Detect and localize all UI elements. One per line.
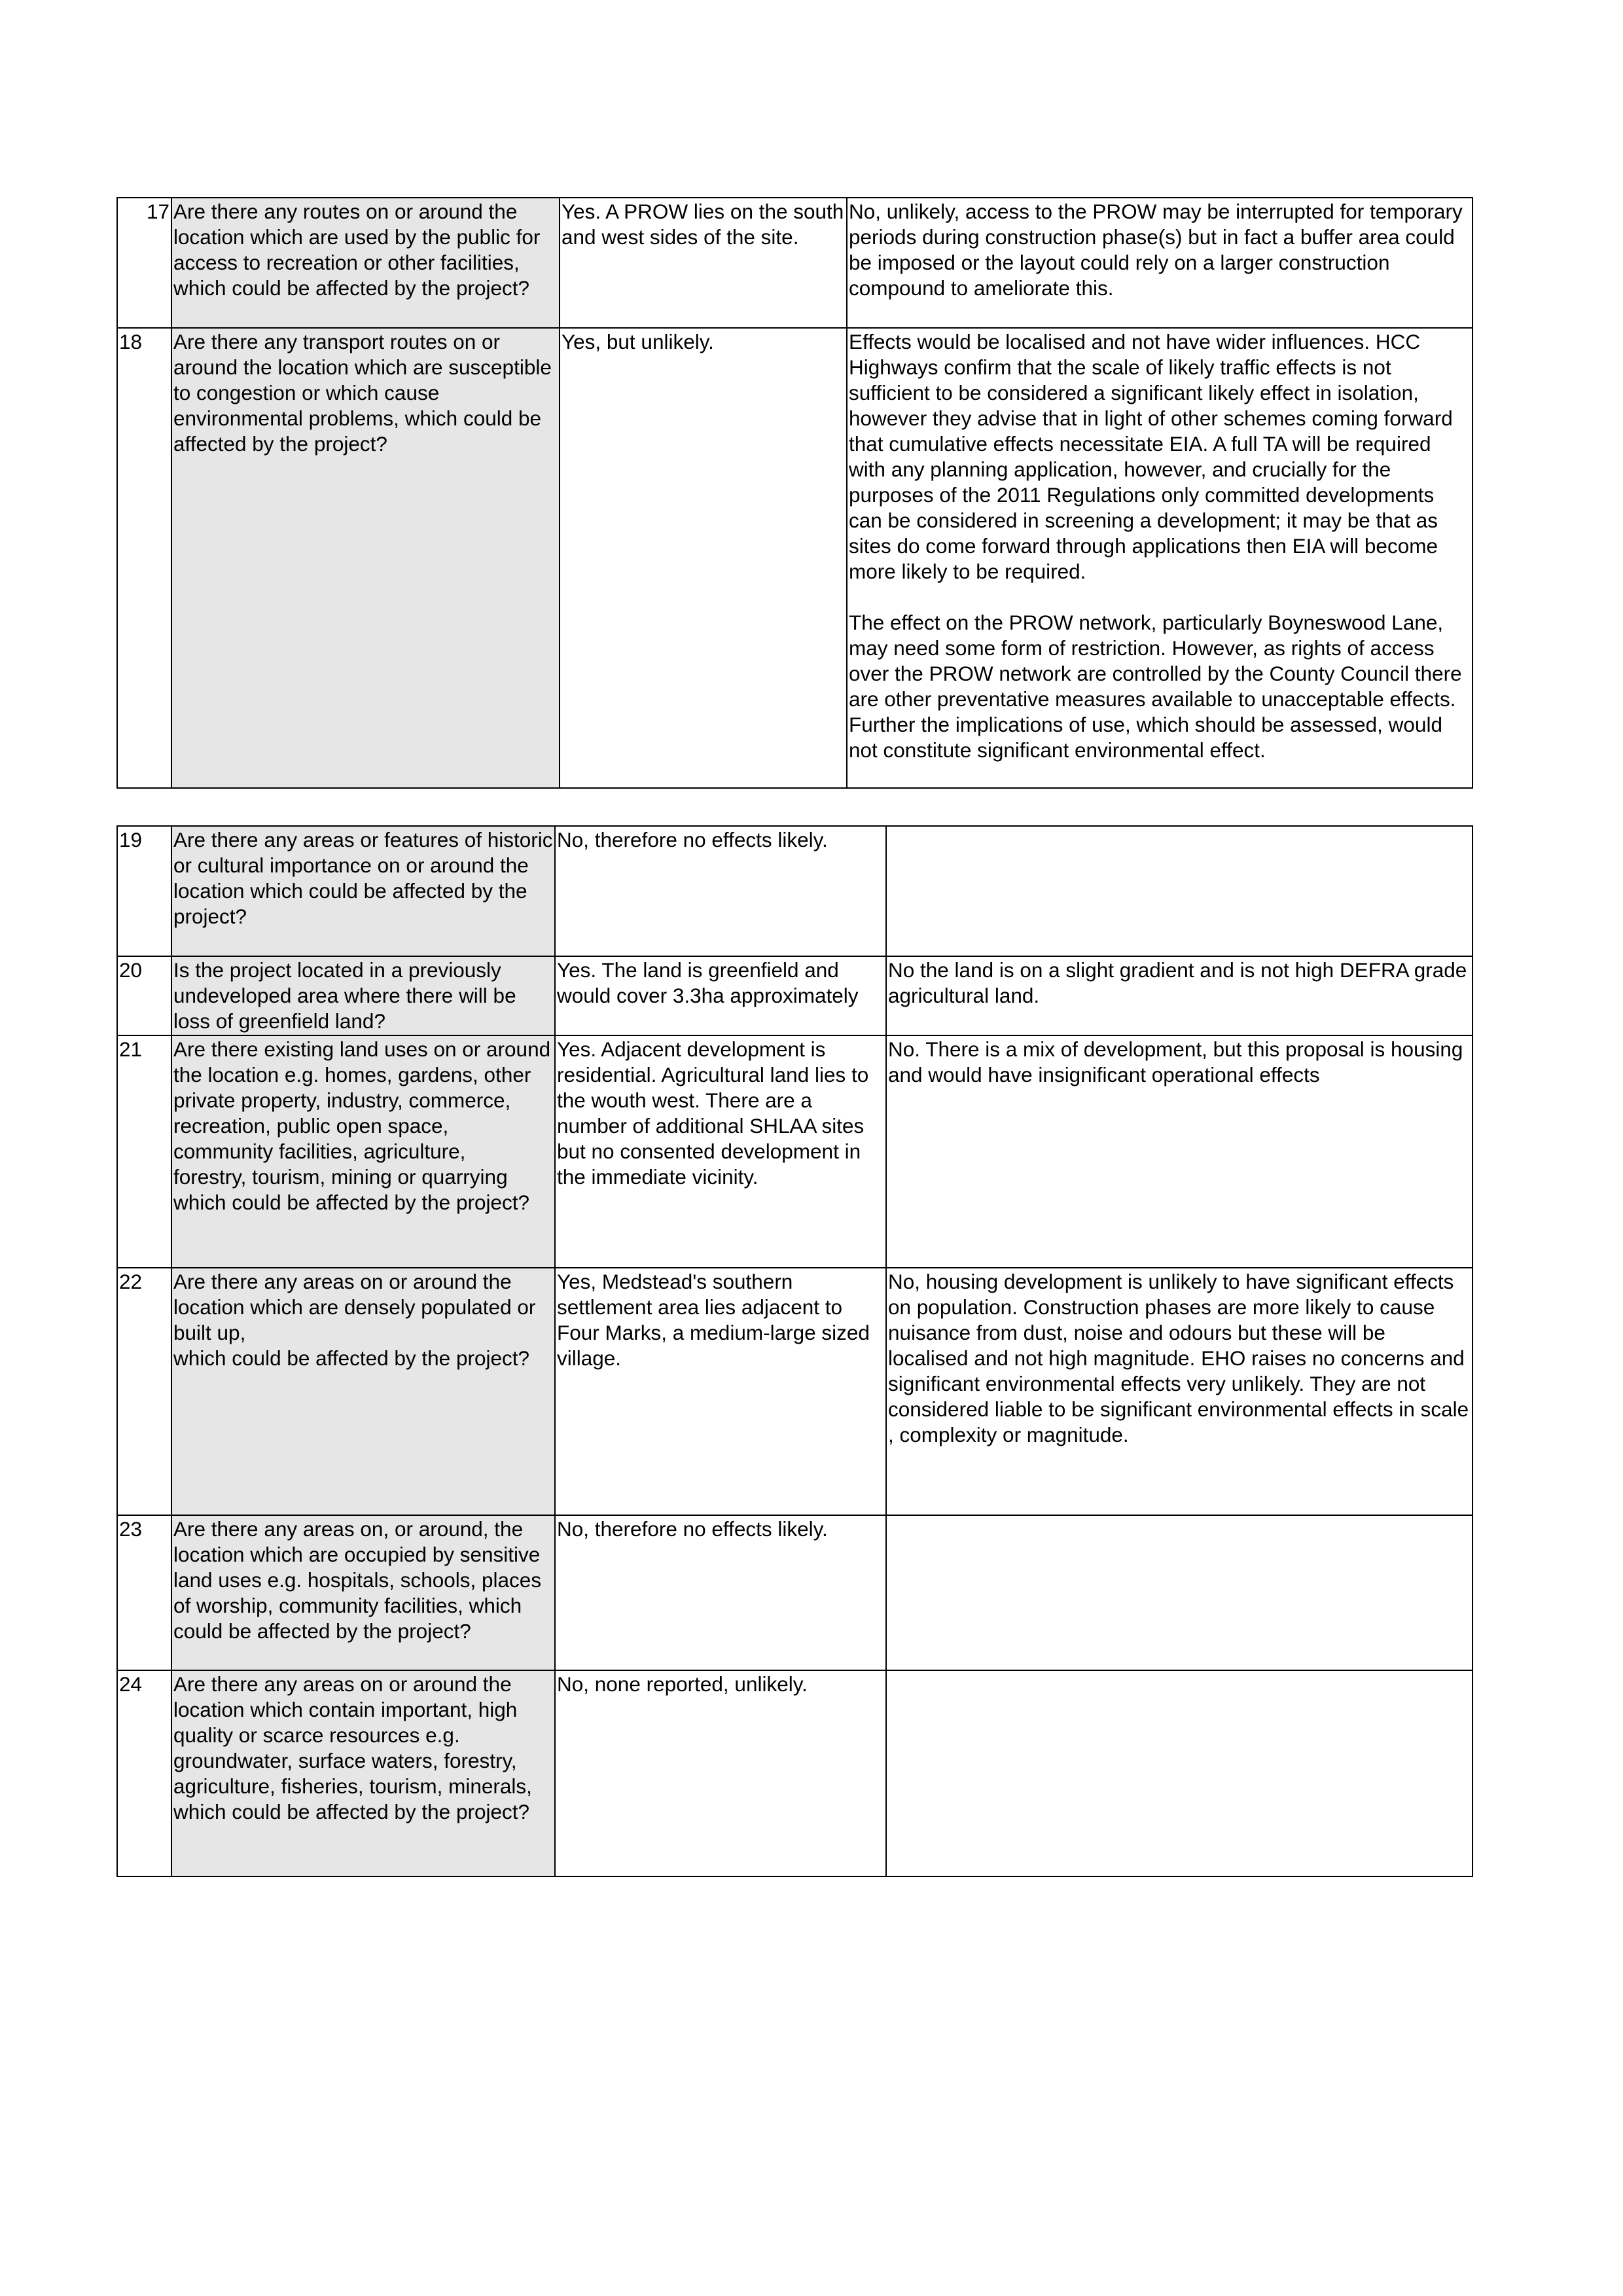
question-cell: Are there any areas on, or around, the location which are occupied by sensitive land uses e.g. hospitals, schools, places of worship, community facilities, which could be affected by the project?: [171, 1515, 555, 1670]
row-number: 19: [117, 826, 171, 956]
answer-cell: Yes, Medstead's southern settlement area lies adjacent to Four Marks, a medium-large sized village.: [555, 1268, 886, 1515]
answer-cell: Yes. The land is greenfield and would cover 3.3ha approximately: [555, 956, 886, 1035]
answer-cell: No, none reported, unlikely.: [555, 1670, 886, 1876]
question-cell: Is the project located in a previously undeveloped area where there will be loss of greenfield land?: [171, 956, 555, 1035]
question-cell: Are there any routes on or around the location which are used by the public for access to recreation or other facilities, which could be affected by the project?: [171, 198, 560, 328]
question-cell: Are there any transport routes on or around the location which are susceptible to congestion or which cause environmental problems, which could be affected by the project?: [171, 328, 560, 788]
row-number: 18: [117, 328, 171, 788]
effect-cell: No, unlikely, access to the PROW may be interrupted for temporary periods during construction phase(s) but in fact a buffer area could be imposed or the layout could rely on a larger construction compound to ameliorate this.: [847, 198, 1472, 328]
table-row: [117, 1670, 1472, 1876]
question-cell: Are there any areas on or around the location which contain important, high quality or scarce resources e.g. groundwater, surface waters, forestry, agriculture, fisheries, tourism, minerals, which could be affected by the project?: [171, 1670, 555, 1876]
row-number: 21: [117, 1035, 171, 1268]
effect-cell: No. There is a mix of development, but this proposal is housing and would have insignificant operational effects: [886, 1035, 1472, 1268]
table-row: [117, 826, 1472, 956]
effect-cell: Effects would be localised and not have wider influences. HCC Highways confirm that the scale of likely traffic effects is not sufficient to be considered a significant likely effect in isolation, however they advise that in light of other schemes coming forward that cumulative effects necessitate EIA. A full TA will be required with any planning application, however, and crucially for the purposes of the 2011 Regulations only committed developments can be considered in screening a development; it may be that as sites do come forward through applications then EIA will become more likely to be required. The effect on the PROW network, particularly Boyneswood Lane, may need some form of restriction. However, as rights of access over the PROW network are controlled by the County Council there are other preventative measures available to unacceptable effects. Further the implications of use, which should be assessed, would not constitute significant environmental effect.: [847, 328, 1472, 788]
screening-table-part-1: [116, 197, 1473, 789]
table-row: [117, 956, 1472, 1035]
answer-cell: No, therefore no effects likely.: [555, 1515, 886, 1670]
effect-cell: [886, 1670, 1472, 1876]
row-number: 22: [117, 1268, 171, 1515]
table-row: [117, 1515, 1472, 1670]
question-cell: Are there existing land uses on or around the location e.g. homes, gardens, other private property, industry, commerce, recreation, public open space, community facilities, agriculture, forestry, tourism, mining or quarrying which could be affected by the project?: [171, 1035, 555, 1268]
answer-cell: Yes. A PROW lies on the south and west sides of the site.: [560, 198, 847, 328]
table-row: [117, 198, 1472, 328]
answer-cell: Yes. Adjacent development is residential. Agricultural land lies to the wouth west. There are a number of additional SHLAA sites but no consented development in the immediate vicinity.: [555, 1035, 886, 1268]
answer-cell: No, therefore no effects likely.: [555, 826, 886, 956]
row-number: 23: [117, 1515, 171, 1670]
question-cell: Are there any areas on or around the location which are densely populated or built up, which could be affected by the project?: [171, 1268, 555, 1515]
row-number: 17: [117, 198, 171, 328]
effect-cell: [886, 826, 1472, 956]
table-row: [117, 328, 1472, 788]
table-row: [117, 1035, 1472, 1268]
effect-cell: No, housing development is unlikely to have significant effects on population. Construction phases are more likely to cause nuisance from dust, noise and odours but these will be localised and not high magnitude. EHO raises no concerns and significant environmental effects very unlikely. They are not considered liable to be significant environmental effects in scale , complexity or magnitude.: [886, 1268, 1472, 1515]
effect-cell: No the land is on a slight gradient and is not high DEFRA grade agricultural land.: [886, 956, 1472, 1035]
row-number: 20: [117, 956, 171, 1035]
question-cell: Are there any areas or features of historic or cultural importance on or around the location which could be affected by the project?: [171, 826, 555, 956]
effect-cell: [886, 1515, 1472, 1670]
table-row: [117, 1268, 1472, 1515]
row-number: 24: [117, 1670, 171, 1876]
screening-table-part-2: [116, 825, 1473, 1877]
answer-cell: Yes, but unlikely.: [560, 328, 847, 788]
